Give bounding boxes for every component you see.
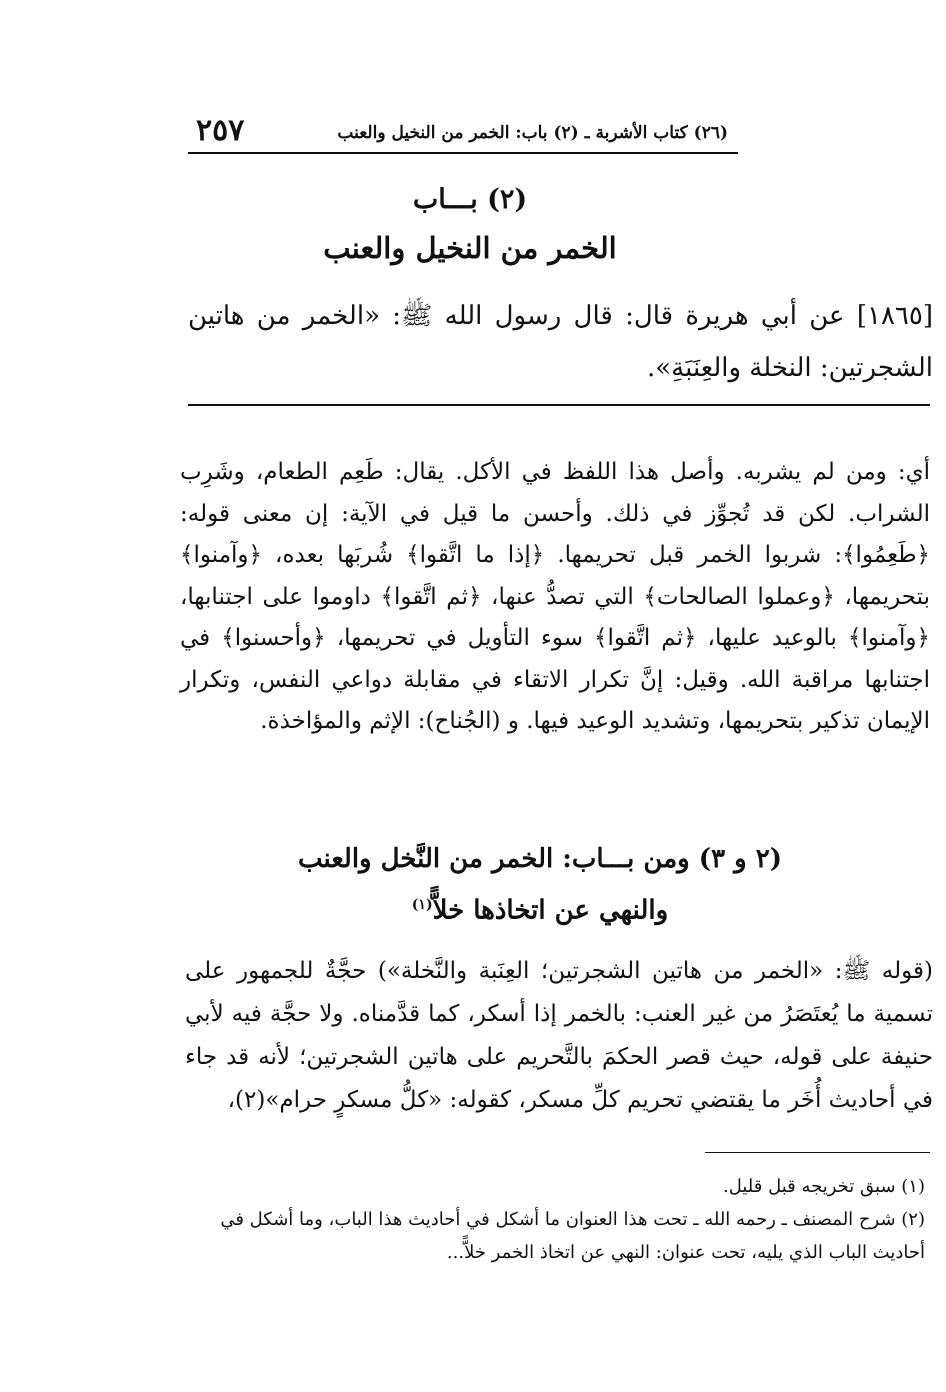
footnote-marker: (١) — [411, 897, 433, 913]
section-title: (٢ و ٣) ومن بـــاب: الخمر من النَّخل والعنب — [297, 844, 782, 874]
separator-rule — [188, 404, 930, 406]
chapter-subtitle: الخمر من النخيل والعنب — [323, 231, 617, 265]
section-subtitle-text: والنهي عن اتخاذها خلاًّ — [432, 895, 669, 926]
section-subtitle — [290, 882, 790, 934]
commentary-text: أي: ومن لم يشربه. وأصل هذا اللفظ في الأكل. يقال: طَعِم الطعام، وشَرِب الشراب. لكن قد تُجوِّز في ذلك. وأحسن ما قيل في الآية: إن معنى قوله: ﴿طَعِمُوا﴾: شربوا الخمر قبل تحريمها. ﴿إذا ما اتَّقوا﴾ شُربَها بعده، ﴿وآمنوا﴾ بتحريمها، ﴿وعملوا الصالحات﴾ التي تصدُّ عنها، ﴿ثم اتَّقوا﴾ داوموا على اجتنابها، ﴿وآمنوا﴾ بالوعيد عليها، ﴿ثم اتَّقوا﴾ سوء التأويل في تحريمها، ﴿وأحسنوا﴾ في اجتنابها مراقبة الله. وقيل: إنَّ تكرار الاتقاء في مقابلة دواعي النفس، وتكرار الإيمان تذكير بتحريمها، وتشديد الوعيد فيها. و (الجُناح): الإثم والمؤاخذة. — [180, 459, 930, 734]
footnote-1: (١) سبق تخريجه قبل قليل. — [723, 1176, 925, 1197]
chapter-title: (٢) بـــاب — [412, 184, 528, 215]
hadith-text: [١٨٦٥] عن أبي هريرة قال: قال رسول الله ﷺ: «الخمر من هاتين الشجرتين: النخلة والعِنَبَةِ». — [188, 301, 933, 383]
running-title: (٢٦) كتاب الأشربة ـ (٢) باب: الخمر من النخيل والعنب — [337, 123, 728, 143]
running-header — [188, 112, 738, 154]
footnote-2: (٢) شرح المصنف ـ رحمه الله ـ تحت هذا العنوان ما أشكل في أحاديث هذا الباب، وما أشكل في أحاديث الباب الذي يليه، تحت عنوان: النهي عن اتخاذ الخمر خلاًّ... — [220, 1209, 925, 1263]
section-text: (قوله ﷺ: «الخمر من هاتين الشجرتين؛ العِنَبة والنَّخلة») حجَّةٌ للجمهور على تسمية ما يُعتَصَرُ من غير العنب: بالخمر إذا أسكر، كما قدَّمناه. ولا حجَّة فيه لأبي حنيفة على قوله، حيث قصر الحكمَ بالتَّحريم على هاتين الشجرتين؛ لأنه قد جاء في أحاديث أُخَر ما يقتضي تحريم كلِّ مسكر، كقوله: «كلُّ مسكرٍ حرام»(٢)، — [185, 958, 933, 1113]
footnotes — [185, 1170, 925, 1269]
footnote-rule — [705, 1152, 930, 1153]
page-number: ٢٥٧ — [196, 113, 245, 148]
